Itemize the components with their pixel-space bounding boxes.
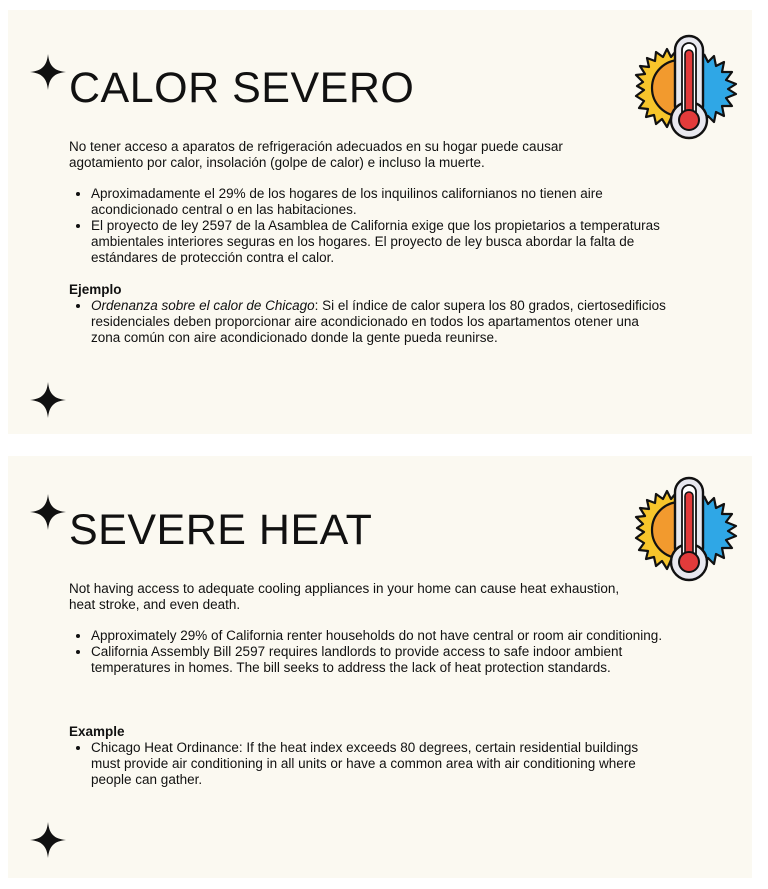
list-item: • Aproximadamente el 29% de los hogares de los inquilinos californianos no tienen aire acondicionado central o en las habitaciones. [91, 186, 691, 218]
example-text: : Si el índice de calor supera los 80 grados, ciertosedificios residenciales deben proporcionar aire acondicionado en todos los apartamentos otener una zona común con aire acondicionado donde la gente pueda reunirse. [91, 298, 666, 345]
card-spanish [8, 10, 752, 434]
intro-text: No tener acceso a aparatos de refrigeración adecuados en su hogar puede causar agotamiento por calor, insolación (golpe de calor) e incluso la muerte. [69, 139, 563, 170]
list-item: • El proyecto de ley 2597 de la Asamblea de California exige que los propietarios a temperaturas ambientales interiores seguras en los hogares. El proyecto de ley busca abordar la falta de estándares de protección contra el calor. [91, 218, 691, 266]
example-heading: Example [69, 724, 125, 739]
intro-text: Not having access to adequate cooling appliances in your home can cause heat exhaustion, heat stroke, and even death. [69, 581, 620, 612]
example-name: Chicago Heat Ordinance [91, 740, 239, 755]
bullet-list [69, 186, 691, 266]
example-name: Ordenanza sobre el calor de Chicago [91, 298, 315, 313]
sparkle-icon [30, 494, 66, 530]
list-item [91, 298, 671, 346]
example-list [69, 298, 671, 346]
list-item [91, 740, 671, 788]
section-title: SEVERE HEAT [69, 506, 373, 554]
example-list [69, 740, 671, 788]
example-text: : If the heat index exceeds 80 degrees, certain residential buildings must provide air conditioning in all units or have a common area with air conditioning where people can gather. [91, 740, 639, 787]
bullet-list [69, 628, 691, 676]
thermometer-sun-snowflake-icon [634, 474, 744, 584]
sparkle-icon [30, 382, 66, 418]
list-item: • Approximately 29% of California renter households do not have central or room air conditioning. [91, 628, 691, 644]
card-english [8, 456, 752, 878]
section-title: CALOR SEVERO [69, 64, 415, 112]
sparkle-icon [30, 54, 66, 90]
example-heading: Ejemplo [69, 282, 122, 297]
thermometer-sun-snowflake-icon [634, 32, 744, 142]
list-item: • California Assembly Bill 2597 requires landlords to provide access to safe indoor ambient temperatures in homes. The bill seeks to address the lack of heat protection standards. [91, 644, 691, 676]
sparkle-icon [30, 822, 66, 858]
